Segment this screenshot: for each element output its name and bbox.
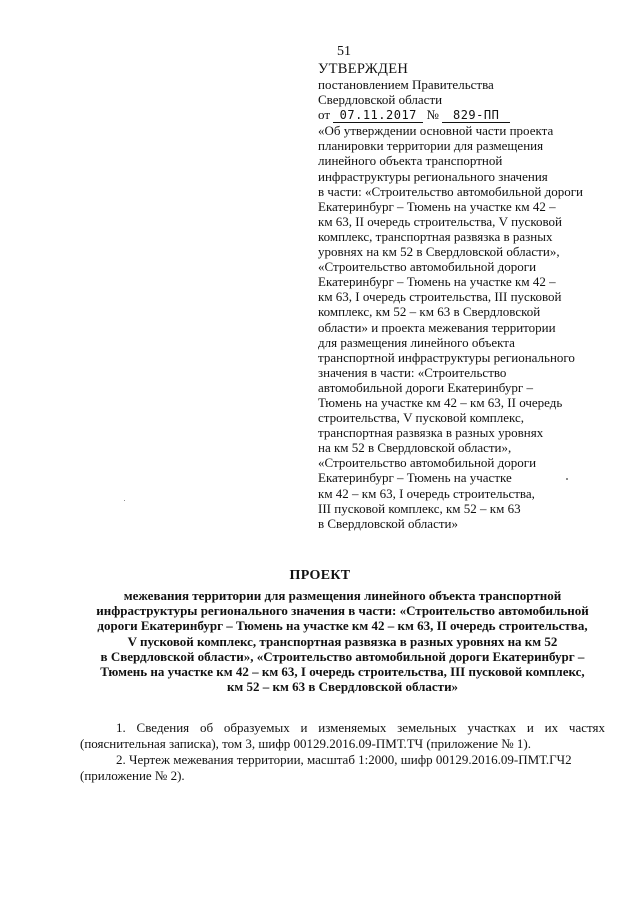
- scan-speck: [124, 500, 125, 501]
- project-title-line: V пусковой комплекс, транспортная развязка в разных уровнях на км 52: [127, 633, 558, 649]
- item-1-line-2: (пояснительная записка), том 3, шифр 00129.2016.09-ПМТ.ТЧ (приложение № 1).: [80, 736, 532, 751]
- decree-title-line: транспортной инфраструктуры регионального: [318, 349, 575, 365]
- project-title-line: инфраструктуры регионального значения в части: «Строительство автомобильной: [96, 603, 589, 619]
- project-heading: ПРОЕКТ: [289, 568, 351, 583]
- date-prefix: от: [318, 107, 331, 123]
- list-item: [80, 752, 605, 784]
- decree-title-line: инфраструктуры регионального значения: [318, 168, 548, 184]
- approval-block: [318, 62, 618, 531]
- decree-title-line: Екатеринбург – Тюмень на участке км 42 –: [318, 198, 556, 214]
- decree-title-line: строительства, V пусковой комплекс,: [318, 410, 525, 426]
- decree-title-line: III пусковой комплекс, км 52 – км 63: [318, 500, 521, 516]
- decree-title-line: Екатеринбург – Тюмень на участке км 42 –: [318, 274, 556, 290]
- project-title-line: Тюмень на участке км 42 – км 63, I очередь строительства, III пусковой комплекс,: [100, 664, 585, 680]
- decree-title-line: на км 52 в Свердловской области»,: [318, 440, 512, 456]
- decree-title-line: автомобильной дороги Екатеринбург –: [318, 379, 533, 395]
- decree-title-line: «Строительство автомобильной дороги: [318, 259, 537, 275]
- project-title-line: км 52 – км 63 в Свердловской области»: [226, 679, 459, 695]
- project-title-line: межевания территории для размещения линейного объекта транспортной: [123, 588, 562, 603]
- item-1-line-1: 1. Сведения об образуемых и изменяемых земельных участках и их частях: [116, 720, 605, 735]
- decree-title-line: км 63, I очередь строительства, III пусковой: [318, 289, 562, 305]
- decree-title-line: уровнях на км 52 в Свердловской области»,: [318, 244, 560, 260]
- decree-title-line: планировки территории для размещения: [318, 138, 544, 154]
- items-list: [80, 720, 605, 784]
- decree-title-line: км 42 – км 63, I очередь строительства,: [318, 485, 535, 501]
- approval-line-2: Свердловской области: [318, 92, 443, 108]
- item-2-line-2: (приложение № 2).: [80, 768, 185, 783]
- decree-title: [318, 123, 618, 531]
- decree-title-line: в Свердловской области»: [318, 515, 458, 531]
- project-title: [80, 588, 605, 694]
- decree-title-line: Екатеринбург – Тюмень на участке: [318, 470, 512, 486]
- decree-title-line: в части: «Строительство автомобильной дороги: [318, 183, 584, 199]
- decree-title-line: Тюмень на участке км 42 – км 63, II очередь: [318, 394, 563, 410]
- decree-title-line: области» и проекта межевания территории: [318, 319, 556, 335]
- project-title-line: в Свердловской области», «Строительство автомобильной дороги Екатеринбург –: [100, 648, 585, 664]
- decree-number: 829-ПП: [442, 109, 510, 123]
- project-title-line: дороги Екатеринбург – Тюмень на участке км 42 – км 63, II очередь строительства,: [97, 618, 588, 634]
- page-number: 51: [337, 44, 351, 59]
- decree-title-line: транспортная развязка в разных уровнях: [318, 425, 544, 441]
- number-sign: №: [426, 107, 439, 123]
- scan-speck: [566, 478, 568, 480]
- decree-title-line: «Строительство автомобильной дороги: [318, 455, 537, 471]
- decree-title-line: комплекс, км 52 – км 63 в Свердловской: [318, 304, 541, 320]
- decree-title-line: комплекс, транспортная развязка в разных: [318, 228, 553, 244]
- decree-date-number: [318, 107, 618, 123]
- approved-label: УТВЕРЖДЕН: [318, 61, 409, 77]
- decree-title-line: «Об утверждении основной части проекта: [318, 123, 554, 139]
- item-2-line-1: 2. Чертеж межевания территории, масштаб 1:2000, шифр 00129.2016.09-ПМТ.ГЧ2: [116, 752, 572, 767]
- decree-title-line: линейного объекта транспортной: [318, 153, 503, 169]
- list-item: [80, 720, 605, 752]
- decree-title-line: км 63, II очередь строительства, V пусковой: [318, 213, 562, 229]
- decree-date: 07.11.2017: [333, 109, 423, 123]
- decree-title-line: значения в части: «Строительство: [318, 364, 507, 380]
- decree-title-line: для размещения линейного объекта: [318, 334, 515, 350]
- approval-line-1: постановлением Правительства: [318, 77, 494, 93]
